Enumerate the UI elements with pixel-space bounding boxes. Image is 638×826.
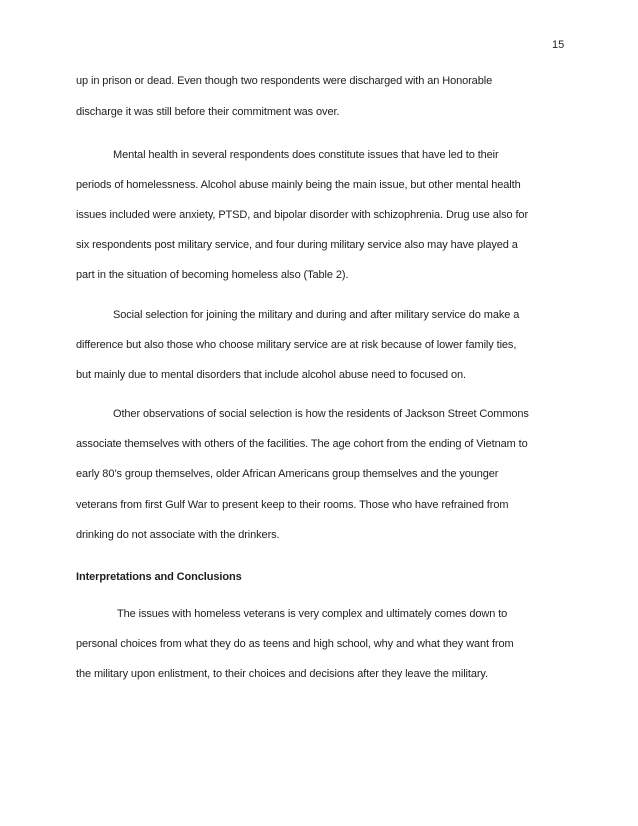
paragraph-line: difference but also those who choose military service are at risk because of lower family ties, bbox=[76, 339, 517, 351]
paragraph-line: discharge it was still before their commitment was over. bbox=[76, 106, 340, 118]
paragraph-line: periods of homelessness. Alcohol abuse mainly being the main issue, but other mental health bbox=[76, 179, 521, 191]
paragraph-line: associate themselves with others of the facilities. The age cohort from the ending of Vietnam to bbox=[76, 438, 528, 450]
section-heading: Interpretations and Conclusions bbox=[76, 571, 242, 583]
paragraph-line: early 80’s group themselves, older African Americans group themselves and the younger bbox=[76, 468, 499, 480]
paragraph-line: drinking do not associate with the drinkers. bbox=[76, 529, 280, 541]
paragraph-line: Other observations of social selection is how the residents of Jackson Street Commons bbox=[113, 408, 529, 420]
paragraph-line: Social selection for joining the military and during and after military service do make a bbox=[113, 309, 520, 321]
paragraph-line: issues included were anxiety, PTSD, and bipolar disorder with schizophrenia. Drug use also for bbox=[76, 209, 529, 221]
paragraph-line: personal choices from what they do as teens and high school, why and what they want from bbox=[76, 638, 514, 650]
paragraph-line: The issues with homeless veterans is very complex and ultimately comes down to bbox=[117, 608, 508, 620]
paragraph-line: veterans from first Gulf War to present keep to their rooms. Those who have refrained from bbox=[76, 499, 509, 511]
paragraph-line: up in prison or dead. Even though two respondents were discharged with an Honorable bbox=[76, 75, 493, 87]
paragraph-line: six respondents post military service, and four during military service also may have played a bbox=[76, 239, 518, 251]
page-number: 15 bbox=[552, 39, 565, 51]
paragraph-line: the military upon enlistment, to their choices and decisions after they leave the military. bbox=[76, 668, 488, 680]
paragraph-line: but mainly due to mental disorders that include alcohol abuse need to focused on. bbox=[76, 369, 466, 381]
paragraph-line: Mental health in several respondents does constitute issues that have led to their bbox=[113, 149, 499, 161]
paragraph-line: part in the situation of becoming homeless also (Table 2). bbox=[76, 269, 349, 281]
